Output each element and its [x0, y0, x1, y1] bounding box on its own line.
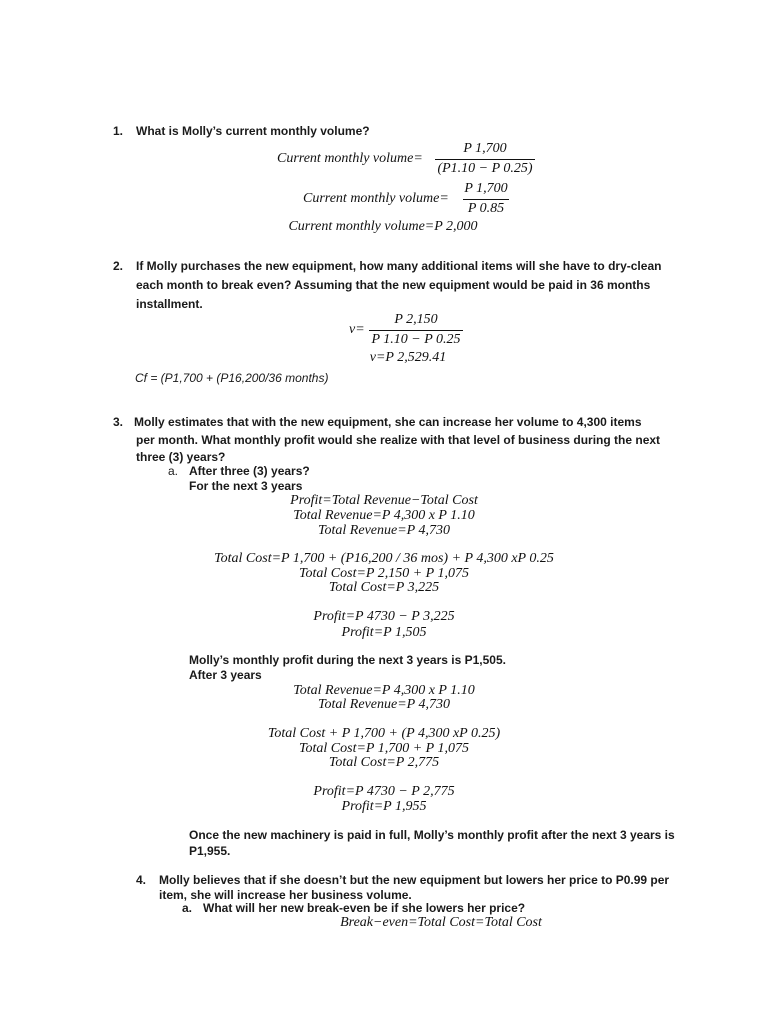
equation: Break−even=Total Cost=Total Cost: [340, 915, 542, 930]
equation: Current monthly volume=P 2,000: [288, 219, 478, 234]
equation: v=P 2,529.41: [369, 350, 447, 365]
equation-fraction: [349, 312, 469, 352]
question-line: three (3) years?: [136, 450, 226, 464]
equation: Profit=P 4730 − P 2,775: [313, 784, 455, 799]
fraction-bar: [435, 159, 535, 160]
sub-item-text: After three (3) years?: [189, 464, 310, 478]
conclusion-line: Once the new machinery is paid in full, Molly’s monthly profit after the next 3 years is: [189, 828, 675, 842]
question-line: Molly believes that if she doesn’t but the new equipment but lowers her price to P0.99 per: [159, 873, 670, 887]
equation: Total Cost=P 1,700 + (P16,200 / 36 mos) + P 4,300 xP 0.25: [214, 551, 554, 566]
equation: Total Cost=P 2,775: [328, 755, 440, 770]
fraction-bar: [369, 330, 463, 331]
equation-lhs: Current monthly volume=: [303, 191, 449, 206]
sub-item-marker: a.: [168, 464, 179, 478]
conclusion: Molly’s monthly profit during the next 3 years is P1,505.: [189, 653, 506, 667]
equation-lhs: Current monthly volume=: [277, 151, 423, 166]
equation: Profit=P 4730 − P 3,225: [313, 609, 455, 624]
question-number: 4.: [136, 873, 147, 887]
equation: Total Revenue=P 4,300 x P 1.10: [293, 508, 475, 523]
conclusion-line: P1,955.: [189, 844, 231, 858]
equation: Total Revenue=P 4,730: [318, 697, 450, 712]
question-number: 3.: [113, 415, 124, 429]
equation: Profit=P 1,955: [341, 799, 427, 814]
fraction-bar: [463, 199, 509, 200]
question-line: If Molly purchases the new equipment, how many additional items will she have to dry-clean: [136, 259, 662, 273]
sub-item-marker: a.: [182, 901, 193, 915]
equation: Total Cost=P 3,225: [328, 580, 440, 595]
fraction-numerator: P 2,150: [394, 312, 438, 327]
equation: Total Cost=P 2,150 + P 1,075: [299, 566, 469, 581]
equation: Profit=P 1,505: [341, 625, 427, 640]
equation: Profit=Total Revenue−Total Cost: [290, 493, 478, 508]
equation-lhs: v=: [349, 322, 365, 337]
question-line: each month to break even? Assuming that the new equipment would be paid in 36 months: [136, 278, 651, 292]
equation-fraction: [303, 181, 523, 221]
question-line: Molly estimates that with the new equipment, she can increase her volume to 4,300 items: [134, 415, 642, 429]
question-line: per month. What monthly profit would she realize with that level of business during the next: [136, 433, 661, 447]
equation: Total Revenue=P 4,730: [318, 523, 450, 538]
equation: Total Revenue=P 4,300 x P 1.10: [293, 683, 475, 698]
section-heading: After 3 years: [189, 668, 262, 682]
fraction-denominator: P 0.85: [467, 201, 505, 216]
question-number: 2.: [113, 259, 124, 273]
equation: Total Cost=P 1,700 + P 1,075: [299, 741, 469, 756]
note: Cf = (P1,700 + (P16,200/36 months): [135, 371, 329, 385]
sub-item-text: What will her new break-even be if she lowers her price?: [203, 901, 526, 915]
question-text: What is Molly’s current monthly volume?: [136, 124, 370, 138]
fraction-denominator: (P1.10 − P 0.25): [437, 161, 533, 176]
question-line: item, she will increase her business volume.: [159, 888, 412, 902]
fraction-numerator: P 1,700: [463, 141, 507, 156]
question-number: 1.: [113, 124, 124, 138]
equation-fraction: [277, 141, 537, 181]
question-line: installment.: [136, 297, 203, 311]
fraction-denominator: P 1.10 − P 0.25: [371, 332, 461, 347]
equation: Total Cost + P 1,700 + (P 4,300 xP 0.25): [267, 726, 501, 741]
fraction-numerator: P 1,700: [464, 181, 508, 196]
section-heading: For the next 3 years: [189, 479, 303, 493]
